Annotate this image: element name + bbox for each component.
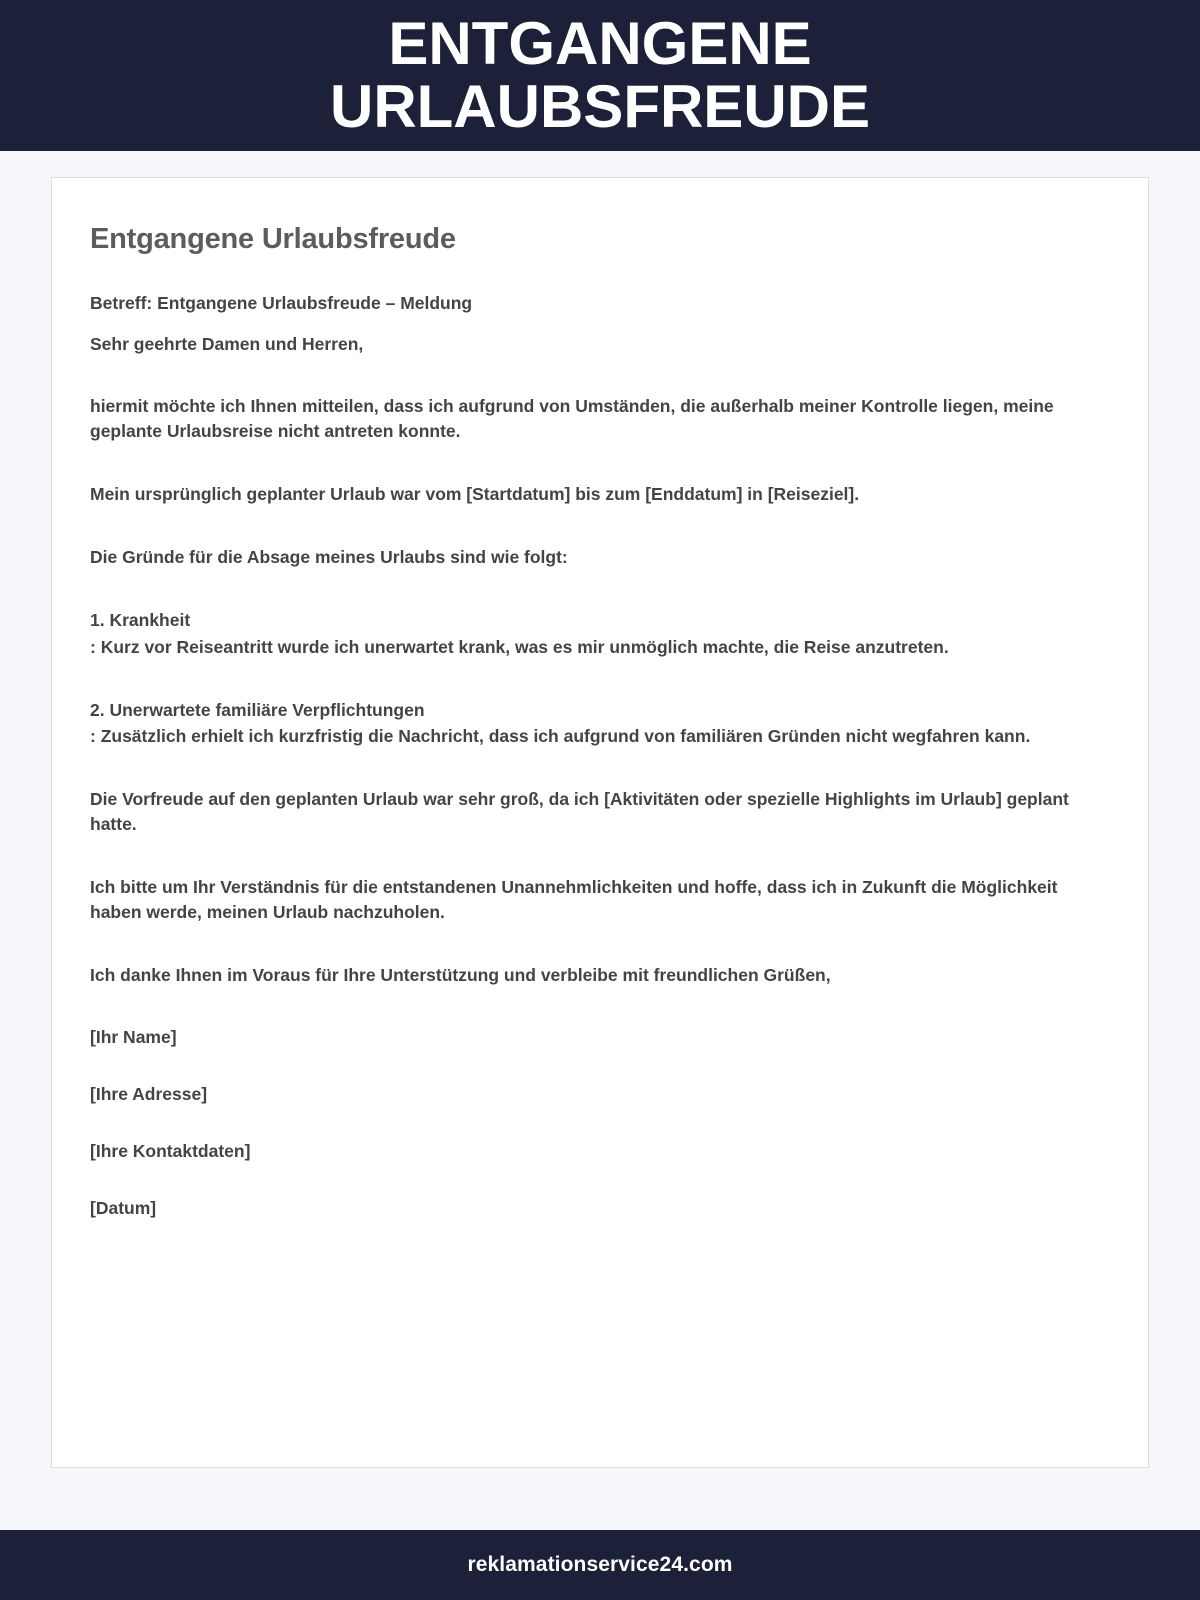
document-body [90, 291, 1112, 1221]
signature-contact: [Ihre Kontaktdaten] [90, 1141, 251, 1162]
intro-paragraph: hiermit möchte ich Ihnen mitteilen, dass ich aufgrund von Umständen, die außerhalb meiner Kontrolle liegen, meine geplante Urlaubsreise nicht antreten konnte. [90, 396, 1054, 442]
reasons-intro: Die Gründe für die Absage meines Urlaubs sind wie folgt: [90, 547, 568, 568]
subject-line: Betreff: Entgangene Urlaubsfreude – Meldung [90, 292, 473, 313]
salutation: Sehr geehrte Damen und Herren, [90, 333, 364, 354]
content-region [0, 151, 1200, 1530]
document-title: Entgangene Urlaubsfreude [90, 223, 456, 255]
reason-heading-2: 2. Unerwartete familiäre Verpflichtungen [90, 699, 425, 720]
closing-paragraph: Ich danke Ihnen im Voraus für Ihre Unterstützung und verbleibe mit freundlichen Grüßen, [90, 964, 831, 985]
footer-site-name: reklamationservice24.com [467, 1553, 733, 1576]
reason-heading-1: 1. Krankheit [90, 609, 191, 630]
page-footer [0, 1530, 1200, 1600]
reason-detail-2: : Zusätzlich erhielt ich kurzfristig die Nachricht, dass ich aufgrund von familiären Gründen nicht wegfahren kann. [90, 726, 1031, 747]
signature-date: [Datum] [90, 1197, 157, 1218]
banner-title: ENTGANGENE URLAUBSFREUDE [330, 10, 870, 140]
document-card [51, 177, 1149, 1468]
signature-name: [Ihr Name] [90, 1027, 177, 1048]
reason-detail-1: : Kurz vor Reiseantritt wurde ich unerwartet krank, was es mir unmöglich machte, die Reise anzutreten. [90, 636, 949, 657]
planned-trip-paragraph: Mein ursprünglich geplanter Urlaub war vom [Startdatum] bis zum [Enddatum] in [Reiseziel]. [90, 484, 860, 505]
understanding-paragraph: Ich bitte um Ihr Verständnis für die entstandenen Unannehmlichkeiten und hoffe, dass ich in Zukunft die Möglichkeit haben werde, meinen Urlaub nachzuholen. [90, 876, 1058, 922]
signature-address: [Ihre Adresse] [90, 1084, 208, 1105]
page-banner [0, 0, 1200, 151]
anticipation-paragraph: Die Vorfreude auf den geplanten Urlaub war sehr groß, da ich [Aktivitäten oder spezielle Highlights im Urlaub] geplant hatte. [90, 789, 1069, 835]
